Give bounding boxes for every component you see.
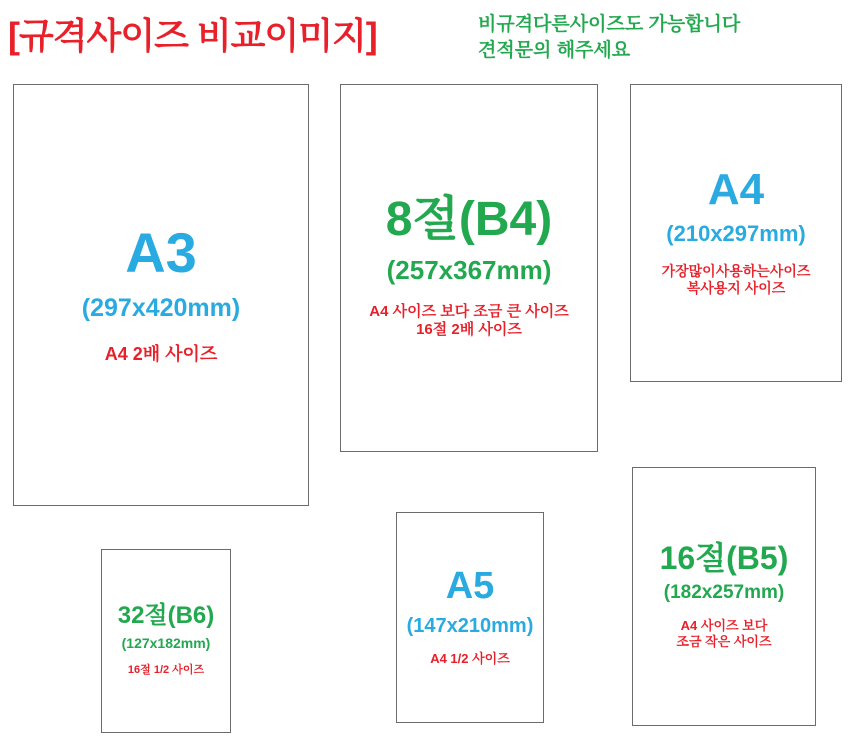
paper-box-b6: [101, 549, 231, 733]
paper-dimensions-a3: (297x420mm): [81, 294, 241, 322]
header-note-line-1: 비규격다른사이즈도 가능합니다: [478, 14, 741, 35]
paper-box-b4: [340, 84, 598, 452]
paper-note-a3-line-1: A4 2배 사이즈: [104, 343, 218, 364]
paper-note-a4-line-2: 복사용지 사이즈: [686, 280, 786, 297]
paper-dimensions-b6: (127x182mm): [121, 635, 211, 652]
paper-note-a5-line-1: A4 1/2 사이즈: [430, 651, 510, 667]
paper-note-b6: [128, 664, 204, 678]
paper-name-b4: 8절(B4): [385, 192, 553, 246]
paper-name-b5: 16절(B5): [659, 540, 789, 577]
paper-name-a5: A5: [445, 565, 495, 608]
paper-note-b4: [369, 303, 568, 341]
header-note: [478, 12, 740, 63]
paper-note-b5: [676, 618, 771, 651]
paper-note-b5-line-2: 조금 작은 사이즈: [676, 634, 772, 650]
paper-note-a3: [105, 343, 218, 366]
paper-name-a4: A4: [707, 165, 765, 215]
paper-dimensions-a4: (210x297mm): [666, 221, 806, 247]
paper-note-a4-line-1: 가장많이사용하는사이즈: [661, 262, 811, 279]
paper-dimensions-a5: (147x210mm): [406, 615, 534, 638]
paper-name-b6: 32절(B6): [117, 602, 215, 630]
paper-box-a4: [630, 84, 842, 382]
paper-box-a3: [13, 84, 309, 506]
paper-box-a5: [396, 512, 544, 723]
paper-note-b6-line-1: 16절 1/2 사이즈: [127, 663, 205, 676]
paper-note-b5-line-1: A4 사이즈 보다: [680, 618, 768, 634]
page-title: [규격사이즈 비교이미지]: [8, 15, 377, 56]
header-note-line-2: 견적문의 해주세요: [478, 39, 631, 61]
paper-name-a3: A3: [125, 221, 197, 284]
paper-box-b5: [632, 467, 816, 726]
paper-note-b4-line-1: A4 사이즈 보다 조금 큰 사이즈: [369, 302, 569, 320]
paper-dimensions-b5: (182x257mm): [663, 582, 785, 604]
paper-note-a4: [662, 263, 811, 298]
paper-note-a5: [430, 651, 510, 667]
paper-dimensions-b4: (257x367mm): [386, 254, 552, 285]
paper-note-b4-line-2: 16절 2배 사이즈: [416, 321, 522, 339]
